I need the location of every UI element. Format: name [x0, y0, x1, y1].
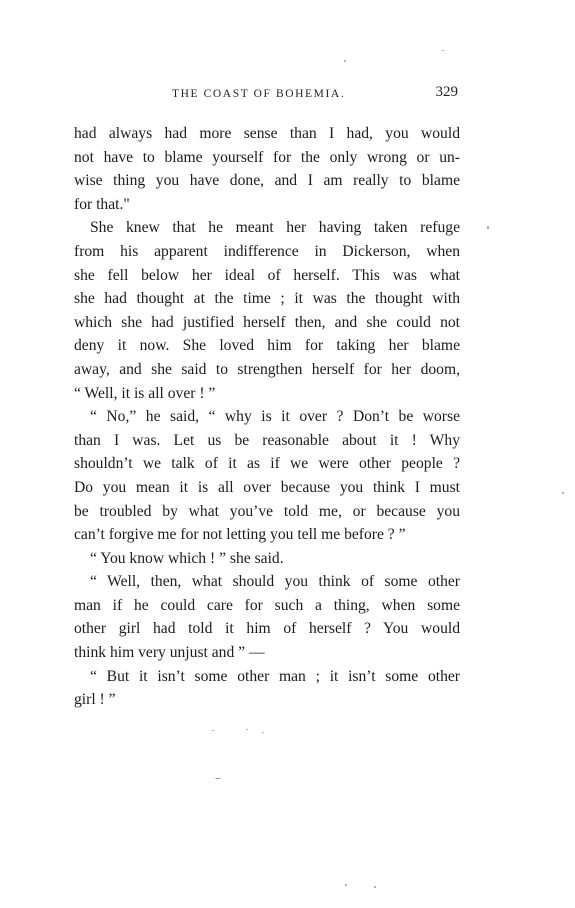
text-line: can’t forgive me for not letting you tell me before ? ”	[74, 526, 406, 544]
page-header	[74, 84, 462, 106]
text-line: shouldn’t we talk of it as if we were other people ?	[74, 455, 460, 473]
text-line: other girl had told it him of herself ? You would	[74, 620, 460, 638]
text-line: away, and she said to strengthen herself for her doom,	[74, 360, 460, 378]
text-line: “ But it isn’t some other man ; it isn’t some other	[90, 667, 460, 685]
paper-speck	[215, 778, 221, 779]
text-line: be troubled by what you’ve told me, or because you	[74, 502, 460, 520]
text-line: deny it now. She loved him for taking her blame	[74, 337, 460, 355]
running-title: THE COAST OF BOHEMIA.	[172, 88, 346, 100]
text-line: had always had more sense than I had, you would	[74, 125, 460, 142]
paper-speck	[344, 60, 346, 62]
text-line: not have to blame yourself for the only wrong or un-	[74, 148, 460, 166]
text-line: think him very unjust and ” —	[74, 644, 265, 662]
text-line: man if he could care for such a thing, when some	[74, 596, 460, 614]
page-number: 329	[435, 84, 458, 100]
text-line: for that."	[74, 195, 130, 213]
text-line: she had thought at the time ; it was the thought with	[74, 290, 460, 308]
text-line: “ No,” he said, “ why is it over ? Don’t be worse	[90, 408, 460, 426]
text-line: She knew that he meant her having taken refuge	[90, 219, 460, 237]
paper-speck	[246, 729, 248, 730]
text-line: “ Well, then, what should you think of some other	[90, 573, 460, 591]
paper-speck	[262, 732, 264, 733]
text-line: “ You know which ! ” she said.	[90, 549, 284, 567]
text-line: from his apparent indifference in Dickerson, when	[74, 242, 460, 260]
paper-speck	[212, 730, 214, 731]
text-line: “ Well, it is all over ! ”	[74, 384, 216, 402]
text-line: girl ! ”	[74, 691, 116, 709]
text-line: than I was. Let us be reasonable about it ! Why	[74, 431, 460, 449]
text-line: which she had justified herself then, and she could not	[74, 313, 460, 331]
paper-speck	[442, 50, 444, 51]
paper-speck	[374, 886, 376, 888]
body-text	[74, 122, 460, 712]
paper-speck	[487, 226, 489, 229]
paper-speck	[562, 492, 564, 494]
text-line: she fell below her ideal of herself. This was what	[74, 266, 460, 284]
paper-speck	[345, 884, 347, 886]
text-line: Do you mean it is all over because you think I must	[74, 478, 460, 496]
text-line: wise thing you have done, and I am really to blame	[74, 172, 460, 190]
